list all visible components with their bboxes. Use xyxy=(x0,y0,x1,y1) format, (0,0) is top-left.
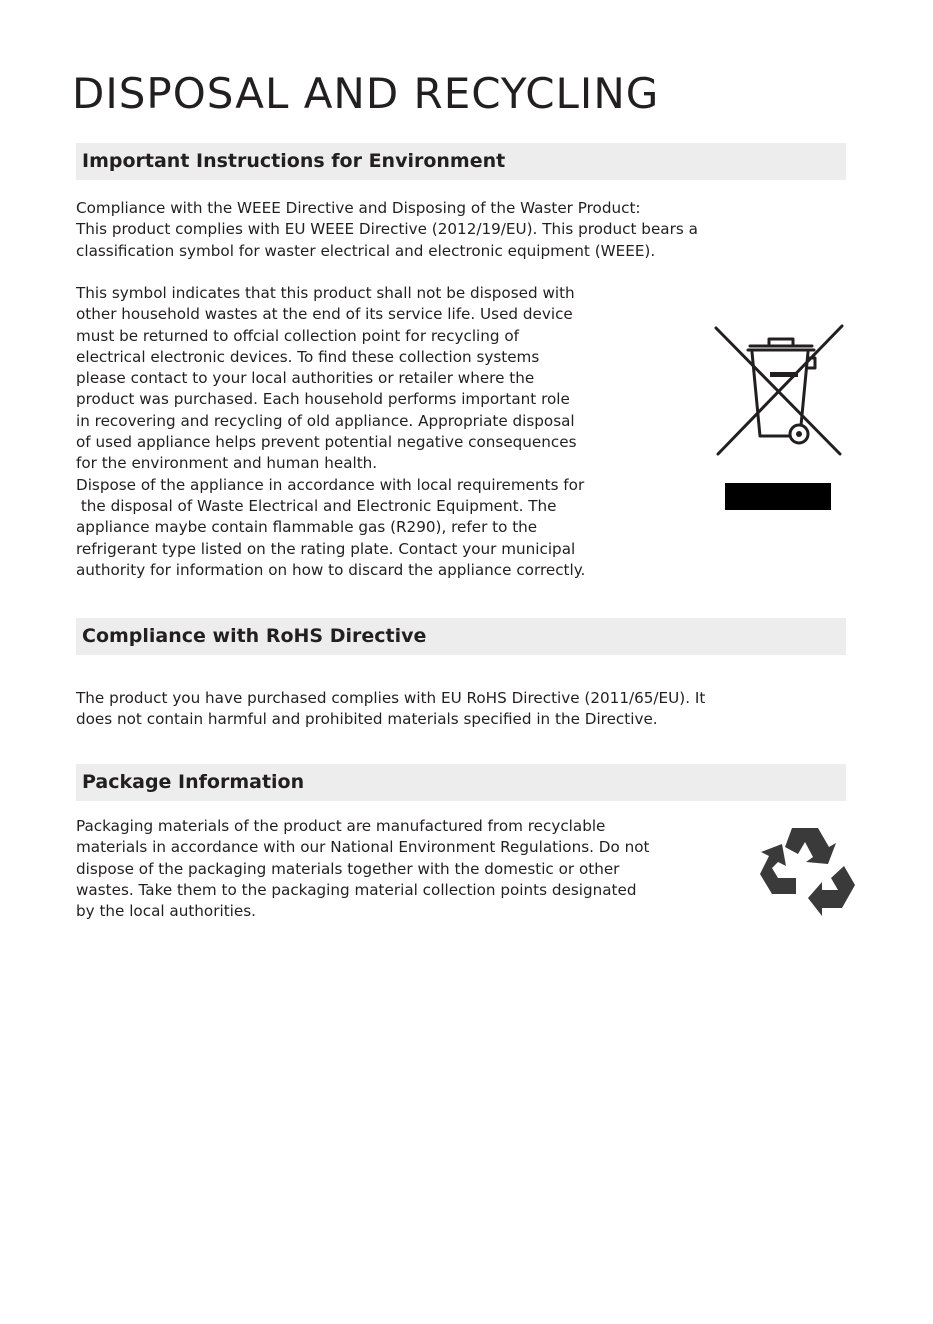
text-line: The product you have purchased complies with EU RoHS Directive (2011/65/EU). It xyxy=(76,689,706,707)
text-line: Packaging materials of the product are manufactured from recyclable xyxy=(76,817,606,835)
crossed-out-wheelie-bin-icon xyxy=(712,322,846,458)
text-line: Dispose of the appliance in accordance with local requirements for xyxy=(76,475,585,494)
text-line: classification symbol for waster electrical and electronic equipment (WEEE). xyxy=(76,241,656,260)
package-paragraph xyxy=(76,816,649,922)
text-line: dispose of the packaging materials together with the domestic or other xyxy=(76,859,620,878)
rohs-paragraph xyxy=(76,688,705,731)
weee-marking-bar xyxy=(725,483,831,510)
text-line: in recovering and recycling of old appliance. Appropriate disposal xyxy=(76,411,575,430)
text-line: This symbol indicates that this product shall not be disposed with xyxy=(76,284,575,302)
text-line: please contact to your local authorities or retailer where the xyxy=(76,369,535,388)
recycle-icon xyxy=(758,822,856,920)
weee-symbol-paragraph xyxy=(76,283,585,581)
text-line: wastes. Take them to the packaging material collection points designated xyxy=(76,880,637,899)
text-line: by the local authorities. xyxy=(76,902,256,921)
text-line: product was purchased. Each household performs important role xyxy=(76,390,570,409)
section-header-rohs xyxy=(76,618,846,655)
section-heading: Important Instructions for Environment xyxy=(82,150,506,172)
text-line: Compliance with the WEEE Directive and Disposing of the Waster Product: xyxy=(76,199,641,217)
page-title: DISPOSAL AND RECYCLING xyxy=(72,69,660,118)
text-line: authority for information on how to discard the appliance correctly. xyxy=(76,560,586,579)
section-heading: Package Information xyxy=(82,771,305,793)
text-line: other household wastes at the end of its service life. Used device xyxy=(76,305,573,324)
text-line: of used appliance helps prevent potential negative consequences xyxy=(76,433,577,452)
weee-compliance-paragraph xyxy=(76,198,698,262)
text-line: for the environment and human health. xyxy=(76,454,378,473)
text-line: electrical electronic devices. To find these collection systems xyxy=(76,347,540,366)
text-line: This product complies with EU WEEE Directive (2012/19/EU). This product bears a xyxy=(76,220,698,239)
text-line: appliance maybe contain flammable gas (R290), refer to the xyxy=(76,518,538,537)
section-header-package xyxy=(76,764,846,801)
text-line: the disposal of Waste Electrical and Electronic Equipment. The xyxy=(76,496,557,515)
section-heading: Compliance with RoHS Directive xyxy=(82,625,427,647)
section-header-environment xyxy=(76,143,846,180)
text-line: must be returned to offcial collection point for recycling of xyxy=(76,326,520,345)
text-line: refrigerant type listed on the rating plate. Contact your municipal xyxy=(76,539,576,558)
text-line: materials in accordance with our National Environment Regulations. Do not xyxy=(76,838,650,857)
text-line: does not contain harmful and prohibited materials specified in the Directive. xyxy=(76,710,658,729)
